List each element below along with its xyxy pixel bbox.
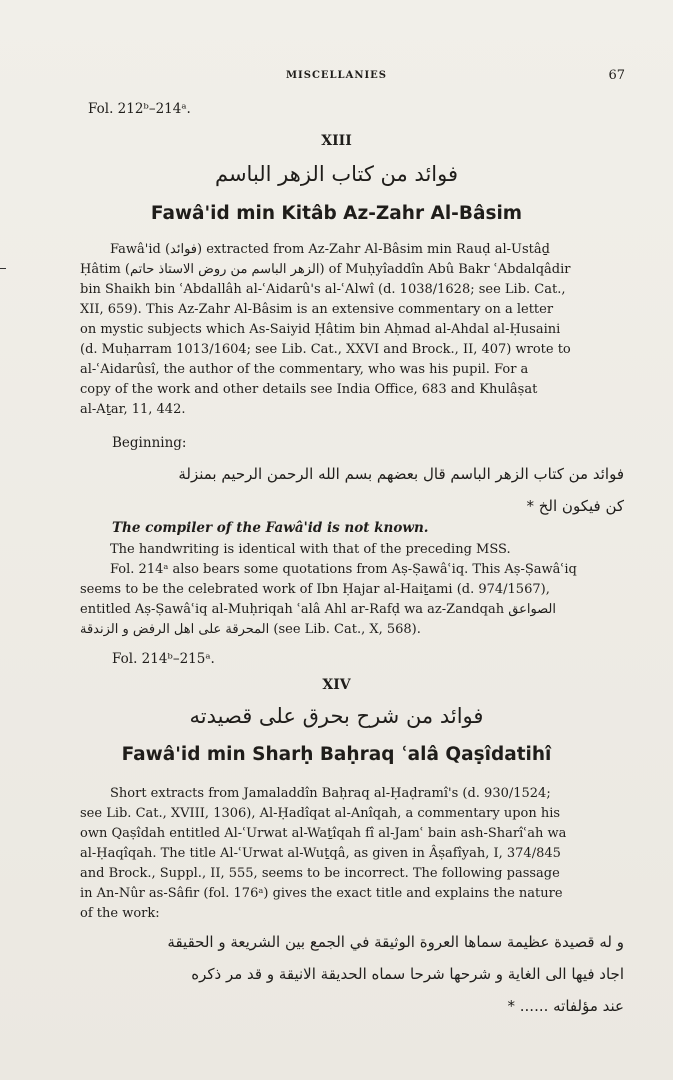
arabic-quote-line: و له قصيدة عظيمة سماها العروة الوثيقة في الجمع بين الشريعة و الحقيقة <box>167 933 624 951</box>
text-line: Ḥâtim (الزهر الباسم من روض الاستاذ حاتم) of Muḥyîaddîn Abû Bakr ʿAbdalqâdir <box>80 262 571 277</box>
beginning-label: Beginning: <box>112 435 187 451</box>
margin-mark <box>0 268 6 269</box>
text-line: of the work: <box>80 906 160 921</box>
arabic-incipit-line: فوائد من كتاب الزهر الباسم قال بعضهم بسم الله الرحمن الرحيم بمنزلة <box>178 465 624 483</box>
text-line: al-Aṯar, 11, 442. <box>80 402 186 417</box>
text-line: XII, 659). This Az-Zahr Al-Bâsim is an extensive commentary on a letter <box>80 302 554 317</box>
text-line: see Lib. Cat., XVIII, 1306), Al-Ḥadîqat al-Anîqah, a commentary upon his <box>80 806 561 821</box>
text-line: seems to be the celebrated work of Ibn Ḥajar al-Haiṯami (d. 974/1567), <box>80 582 550 597</box>
text-line: Short extracts from Jamaladdîn Baḥraq al-Ḥaḍramî's (d. 930/1524; <box>110 786 551 801</box>
text-line: Fawâ'id (فوائد) extracted from Az-Zahr Al-Bâsim min Rauḍ al-Ustâḏ <box>110 242 550 257</box>
section-title: Fawâ'id min Sharḥ Baḥraq ʿalâ Qaṣîdatihî <box>121 744 552 765</box>
text-line: Fol. 214ᵃ also bears some quotations from Aṣ-Ṣawâʿiq. This Aṣ-Ṣawâʿiq <box>110 562 577 577</box>
arabic-incipit-line: كن فيكون الخ * <box>526 497 624 515</box>
text-line: al-Ḥaqîqah. The title Al-ʿUrwat al-Wuṯqâ, as given in Âṣafîyah, I, 374/845 <box>80 846 561 861</box>
folio-reference: Fol. 214ᵇ–215ᵃ. <box>112 651 215 667</box>
text-line: المحرقة على اهل الرفض و الزندقة (see Lib. Cat., X, 568). <box>80 622 421 637</box>
section-number: XIV <box>322 677 351 693</box>
text-line: entitled Aṣ-Ṣawâʿiq al-Muḥriqah ʿalâ Ahl ar-Rafḍ wa az-Zandqah الصواعق <box>80 602 557 617</box>
section-number: XIII <box>321 133 352 149</box>
text-line: in An-Nûr as-Sâfir (fol. 176ᵃ) gives the exact title and explains the nature <box>80 886 563 901</box>
text-line: and Brock., Suppl., II, 555, seems to be incorrect. The following passage <box>80 866 560 881</box>
section-title: Fawâ'id min Kitâb Az-Zahr Al-Bâsim <box>150 203 523 224</box>
text-line: The handwriting is identical with that of the preceding MSS. <box>110 542 511 557</box>
notes-paragraph <box>80 540 624 640</box>
arabic-title: فوائد من كتاب الزهر الباسم <box>214 162 459 186</box>
arabic-quote-line: اجاد فيها الى الغاية و شرحها شرحا سماه الحديقة الانيقة و قد مر ذكره <box>191 965 624 983</box>
description-paragraph <box>80 240 624 420</box>
text-line: al-ʿAidarûsî, the author of the commentary, who was his pupil. For a <box>80 362 529 377</box>
folio-reference: Fol. 212ᵇ–214ᵃ. <box>88 101 191 117</box>
page-header <box>0 68 673 84</box>
compiler-note: The compiler of the Fawâ'id is not known. <box>112 520 429 536</box>
text-line: bin Shaikh bin ʿAbdallâh al-ʿAidarû's al-ʿAlwî (d. 1038/1628; see Lib. Cat., <box>80 282 566 297</box>
text-line: copy of the work and other details see India Office, 683 and Khulâṣat <box>80 382 538 397</box>
description-paragraph <box>80 784 624 924</box>
page-number: 67 <box>608 68 625 83</box>
text-line: on mystic subjects which As-Saiyid Ḥâtim bin Aḥmad al-Ahdal al-Ḥusaini <box>80 322 561 337</box>
arabic-quote-line: عند مؤلفاته ...... * <box>507 997 624 1015</box>
text-line: (d. Muḥarram 1013/1604; see Lib. Cat., XXVI and Brock., II, 407) wrote to <box>80 342 571 357</box>
running-title: MISCELLANIES <box>285 70 388 81</box>
text-line: own Qaṣîdah entitled Al-ʿUrwat al-Waṯîqah fî al-Jamʿ bain ash-Sharîʿah wa <box>80 826 567 841</box>
arabic-title: فوائد من شرح بحرق على قصيدته <box>189 704 484 728</box>
